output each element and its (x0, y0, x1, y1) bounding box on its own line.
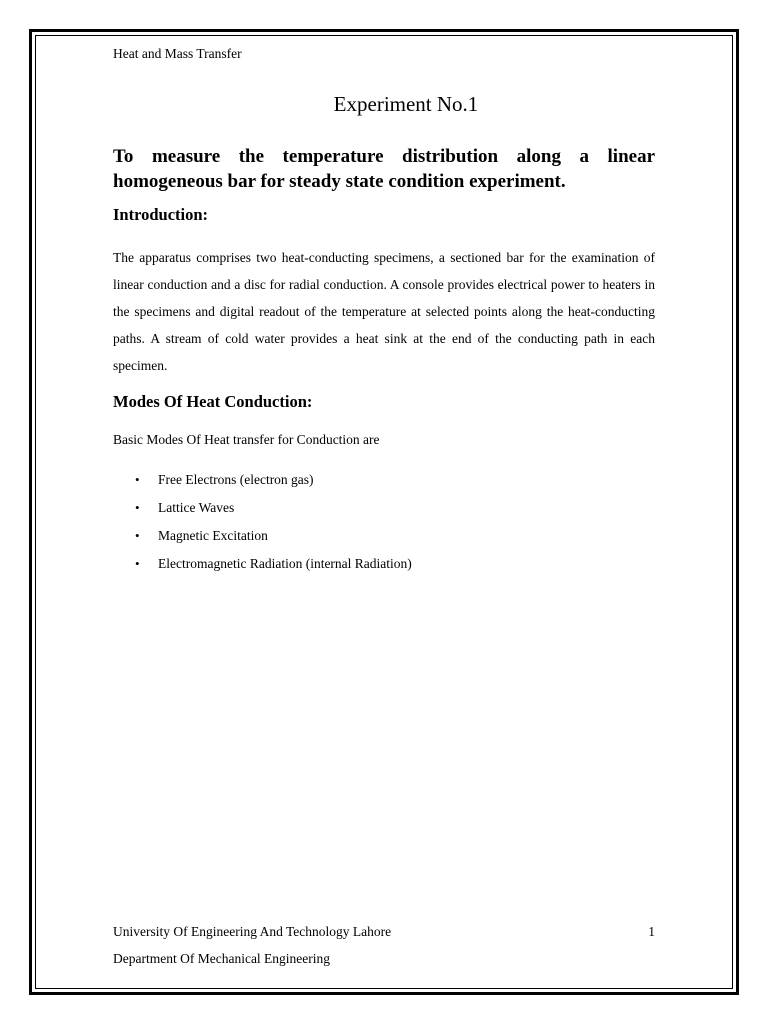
list-item-text: Magnetic Excitation (158, 528, 268, 543)
list-item (113, 554, 412, 582)
experiment-objective (113, 144, 655, 194)
modes-heading: Modes Of Heat Conduction: (113, 392, 313, 411)
page-number: 1 (648, 924, 655, 939)
list-item-text: Lattice Waves (158, 500, 235, 515)
running-header: Heat and Mass Transfer (113, 46, 242, 61)
bullet-icon: • (135, 472, 140, 487)
modes-lead-text: Basic Modes Of Heat transfer for Conduction are (113, 432, 380, 447)
list-item-text: Free Electrons (electron gas) (158, 472, 314, 487)
bullet-icon: • (135, 528, 140, 543)
list-item-text: Electromagnetic Radiation (internal Radiation) (158, 556, 412, 571)
objective-line-2: homogeneous bar for steady state condition experiment. (113, 171, 566, 192)
list-item (113, 470, 412, 498)
list-item (113, 498, 412, 526)
bullet-icon: • (135, 500, 140, 515)
experiment-title (0, 92, 768, 117)
introduction-heading: Introduction: (113, 205, 209, 224)
objective-line-1: To measure the temperature distribution along a linear (113, 146, 655, 167)
introduction-paragraph: The apparatus comprises two heat-conducting specimens, a sectioned bar for the examination of linear conduction and a disc for radial conduction. A console provides electrical power to heaters in the specimens and digital readout of the temperature at selected points along the heat-conducting paths. A stream of cold water provides a heat sink at the end of the conducting path in each specimen. (113, 250, 655, 373)
modes-list (113, 470, 412, 582)
experiment-title-text: Experiment No.1 (333, 92, 479, 116)
footer-department: Department Of Mechanical Engineering (113, 951, 331, 966)
list-item (113, 526, 412, 554)
bullet-icon: • (135, 556, 140, 571)
footer-university: University Of Engineering And Technology Lahore (113, 924, 392, 939)
